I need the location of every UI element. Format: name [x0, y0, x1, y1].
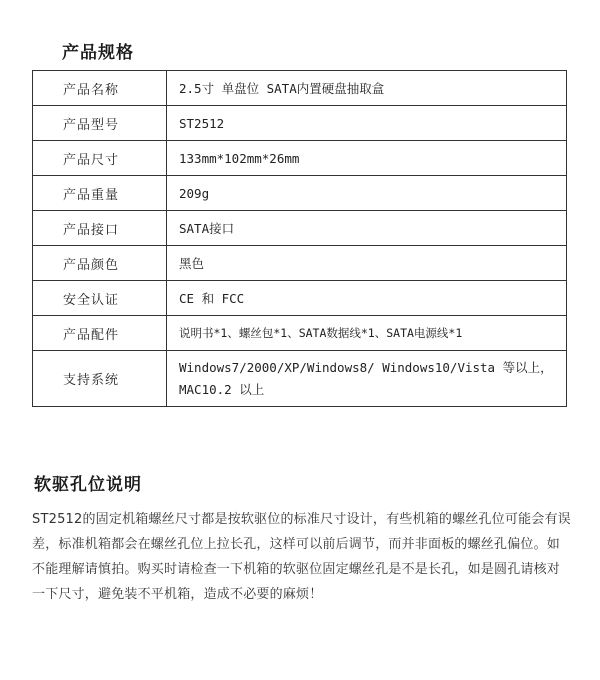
- spec-row-weight: [33, 176, 567, 211]
- spec-value: SATA接口: [167, 211, 567, 246]
- holes-description: ST2512的固定机箱螺丝尺寸都是按软驱位的标准尺寸设计，有些机箱的螺丝孔位可能会有误差，标准机箱都会在螺丝孔位上拉长孔，这样可以前后调节，而并非面板的螺丝孔偏位。如不能理解请慎拍。购买时请检查一下机箱的软驱位固定螺丝孔是不是长孔，如是圆孔请核对一下尺寸，避免装不平机箱，造成不必要的麻烦！: [32, 512, 571, 602]
- spec-label: 产品尺寸: [33, 141, 167, 176]
- spec-value: 209g: [167, 176, 567, 211]
- spec-section-title: 产品规格: [62, 43, 134, 63]
- spec-value: Windows7/2000/XP/Windows8/ Windows10/Vista 等以上，MAC10.2 以上: [167, 351, 567, 407]
- spec-row-model: [33, 106, 567, 141]
- spec-row-certification: [33, 281, 567, 316]
- spec-label: 产品接口: [33, 211, 167, 246]
- spec-label: 产品名称: [33, 71, 167, 106]
- spec-label: 产品配件: [33, 316, 167, 351]
- spec-label: 安全认证: [33, 281, 167, 316]
- spec-value: 2.5寸 单盘位 SATA内置硬盘抽取盒: [167, 71, 567, 106]
- spec-row-color: [33, 246, 567, 281]
- spec-row-interface: [33, 211, 567, 246]
- holes-section-title: 软驱孔位说明: [34, 475, 142, 495]
- spec-value: 说明书*1、螺丝包*1、SATA数据线*1、SATA电源线*1: [167, 316, 567, 351]
- spec-value: 黑色: [167, 246, 567, 281]
- spec-value: ST2512: [167, 106, 567, 141]
- spec-row-accessories: [33, 316, 567, 351]
- spec-label: 产品重量: [33, 176, 167, 211]
- spec-row-name: [33, 71, 567, 106]
- spec-value: 133mm*102mm*26mm: [167, 141, 567, 176]
- spec-row-systems: [33, 351, 567, 407]
- spec-row-size: [33, 141, 567, 176]
- spec-value: CE 和 FCC: [167, 281, 567, 316]
- spec-label: 产品颜色: [33, 246, 167, 281]
- spec-table: [32, 70, 567, 407]
- spec-label: 产品型号: [33, 106, 167, 141]
- spec-label: 支持系统: [33, 351, 167, 407]
